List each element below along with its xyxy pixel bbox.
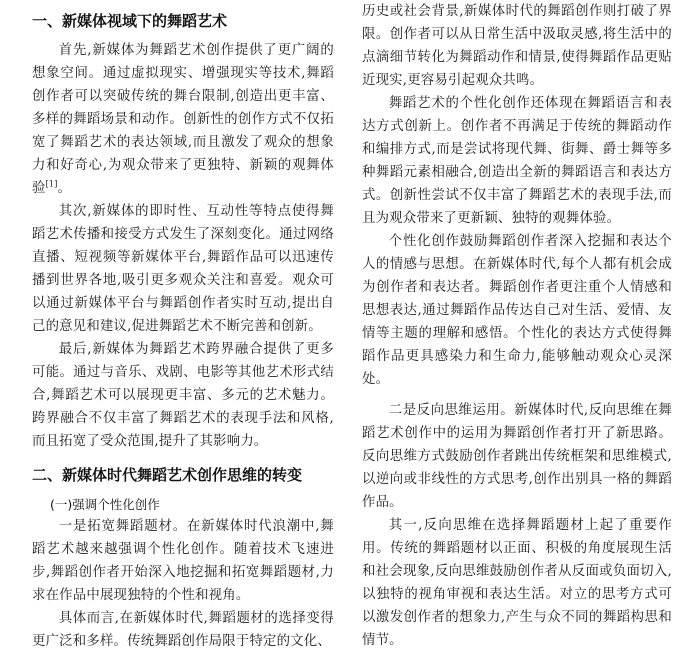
paragraph <box>32 39 334 200</box>
section-heading-1: 一、新媒体视域下的舞蹈艺术 <box>32 12 228 30</box>
paragraph-text: 首先,新媒体为舞蹈艺术创作提供了更广阔的想象空间。通过虚拟现实、增强现实等技术,舞蹈创作者可以突破传统的舞台限制,创造出更丰富、多样的舞蹈场景和动作。创新性的创作方式不仅拓宽了舞蹈艺术的表达领域,而且激发了观众的想象力和好奇心,为观众带来了更独特、新颖的观舞体验 <box>32 43 334 196</box>
section-heading-2: 二、新媒体时代舞蹈艺术创作思维的转变 <box>32 466 303 484</box>
left-column <box>32 0 334 653</box>
paragraph: 个性化创作鼓励舞蹈创作者深入挖掘和表达个人的情感与思想。在新媒体时代,每个人都有机会成为创作者和表达者。舞蹈创作者更注重个人情感和思想表达,通过舞蹈作品传达自己对生活、爱情、友情等主题的理解和感悟。个性化的表达方式使得舞蹈作品更具感染力和生命力,能够触动观众心灵深处。 <box>362 234 672 387</box>
paragraph: 其一,反向思维在选择舞蹈题材上起了重要作用。传统的舞蹈题材以正面、积极的角度展现生活和社会现象,反向思维鼓励创作者从反面或负面切入,以独特的视角审视和表达生活。对立的思考方式可以激发创作者的想象力,产生与众不同的舞蹈构思和情节。 <box>362 518 672 648</box>
paragraph-end: 。 <box>57 181 72 196</box>
paragraph: 其次,新媒体的即时性、互动性等特点使得舞蹈艺术传播和接受方式发生了深刻变化。通过网络直播、短视频等新媒体平台,舞蹈作品可以迅速传播到世界各地,吸引更多观众关注和喜爱。观众可以通过新媒体平台与舞蹈创作者实时互动,提出自己的意见和建议,促进舞蹈艺术不断完善和创新。 <box>32 204 334 334</box>
subsection-heading: (一)强调个性化创作 <box>50 497 160 512</box>
right-column <box>362 0 672 652</box>
paragraph: 舞蹈艺术的个性化创作还体现在舞蹈语言和表达方式创新上。创作者不再满足于传统的舞蹈动作和编排方式,而是尝试将现代舞、街舞、爵士舞等多种舞蹈元素相融合,创造出全新的舞蹈语言和表达方式。创新性尝试不仅丰富了舞蹈艺术的表现手法,而且为观众带来了更新颖、独特的观舞体验。 <box>362 96 672 226</box>
paragraph: 具体而言,在新媒体时代,舞蹈题材的选择变得更广泛和多样。传统舞蹈创作局限于特定的文化、 <box>32 611 334 649</box>
citation-ref: [1] <box>45 179 58 189</box>
paragraph: 最后,新媒体为舞蹈艺术跨界融合提供了更多可能。通过与音乐、戏剧、电影等其他艺术形式结合,舞蹈艺术可以展现更丰富、多元的艺术魅力。跨界融合不仅丰富了舞蹈艺术的表现手法和风格,而且拓宽了受众范围,提升了其影响力。 <box>32 342 334 449</box>
paragraph: 历史或社会背景,新媒体时代的舞蹈创作则打破了界限。创作者可以从日常生活中汲取灵感,将生活中的点滴细节转化为舞蹈动作和情景,使得舞蹈作品更贴近现实,更容易引起观众共鸣。 <box>362 4 672 88</box>
paragraph: 一是拓宽舞蹈题材。在新媒体时代浪潮中,舞蹈艺术越来越强调个性化创作。随着技术飞速进步,舞蹈创作者开始深入地挖掘和拓宽舞蹈题材,力求在作品中展现独特的个性和视角。 <box>32 519 334 603</box>
paragraph: 二是反向思维运用。新媒体时代,反向思维在舞蹈艺术创作中的运用为舞蹈创作者打开了新思路。反向思维方式鼓励创作者跳出传统框架和思维模式,以逆向或非线性的方式思考,创作出别具一格的舞蹈作品。 <box>362 403 672 510</box>
